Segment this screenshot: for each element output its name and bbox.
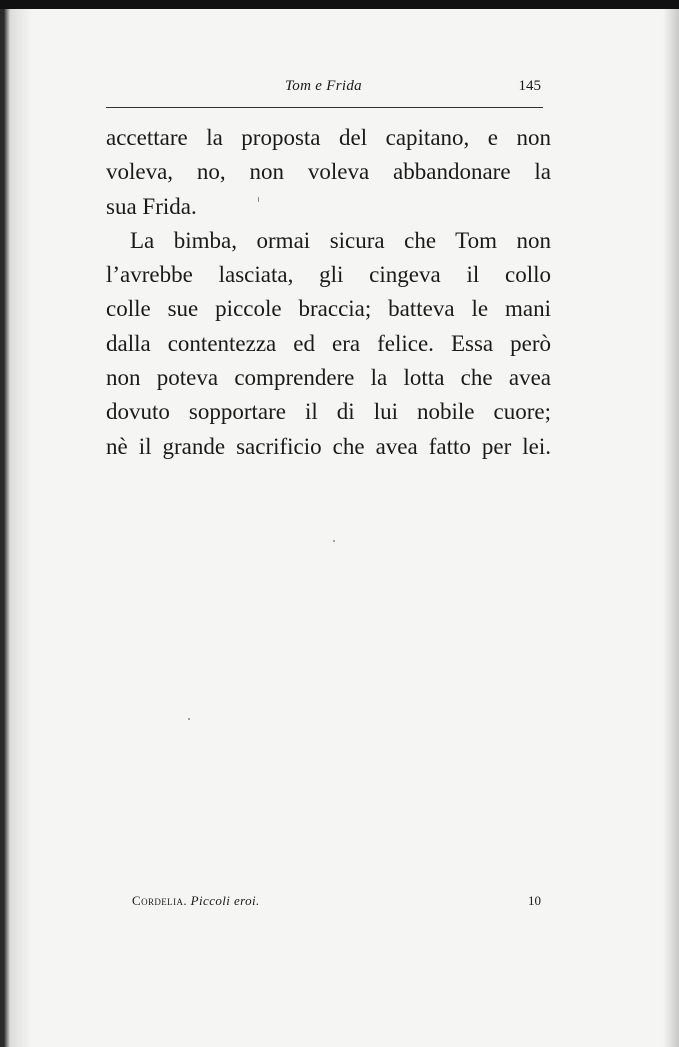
paper-speck bbox=[258, 197, 259, 202]
text-line: sua Frida. bbox=[106, 193, 197, 219]
paper-speck bbox=[333, 540, 335, 542]
footer-author: Cordelia. bbox=[132, 893, 188, 908]
page-number: 145 bbox=[518, 78, 541, 94]
text-line: dalla contentezza ed era felice. Essa però bbox=[106, 330, 551, 356]
running-title: Tom e Frida bbox=[285, 78, 362, 94]
text-line: colle sue piccole braccia; batteva le mani bbox=[106, 296, 551, 322]
text-line: dovuto sopportare il di lui nobile cuore; bbox=[106, 399, 551, 425]
text-line: nè il grande sacrificio che avea fatto per lei. bbox=[106, 433, 551, 459]
text-line: non poteva comprendere la lotta che avea bbox=[106, 365, 551, 391]
scan-top-border bbox=[0, 0, 679, 9]
footer-signature bbox=[132, 893, 260, 909]
text-line: l’avrebbe lasciata, gli cingeva il collo bbox=[106, 262, 551, 288]
signature-number: 10 bbox=[528, 893, 541, 908]
paragraph bbox=[106, 121, 551, 224]
paragraph bbox=[106, 224, 551, 464]
text-line: La bimba, ormai sicura che Tom non bbox=[130, 227, 551, 253]
text-line: voleva, no, non voleva abbandonare la bbox=[106, 159, 551, 185]
body-text bbox=[106, 121, 551, 464]
header-rule bbox=[106, 107, 543, 108]
text-line: accettare la proposta del capitano, e non bbox=[106, 125, 551, 150]
page-binding-edge bbox=[0, 9, 10, 1047]
paper-speck bbox=[188, 718, 190, 720]
footer-book-title: Piccoli eroi. bbox=[190, 893, 260, 908]
binding-shadow bbox=[10, 9, 32, 1047]
page-right-shadow bbox=[663, 9, 679, 1047]
running-header bbox=[106, 76, 541, 102]
